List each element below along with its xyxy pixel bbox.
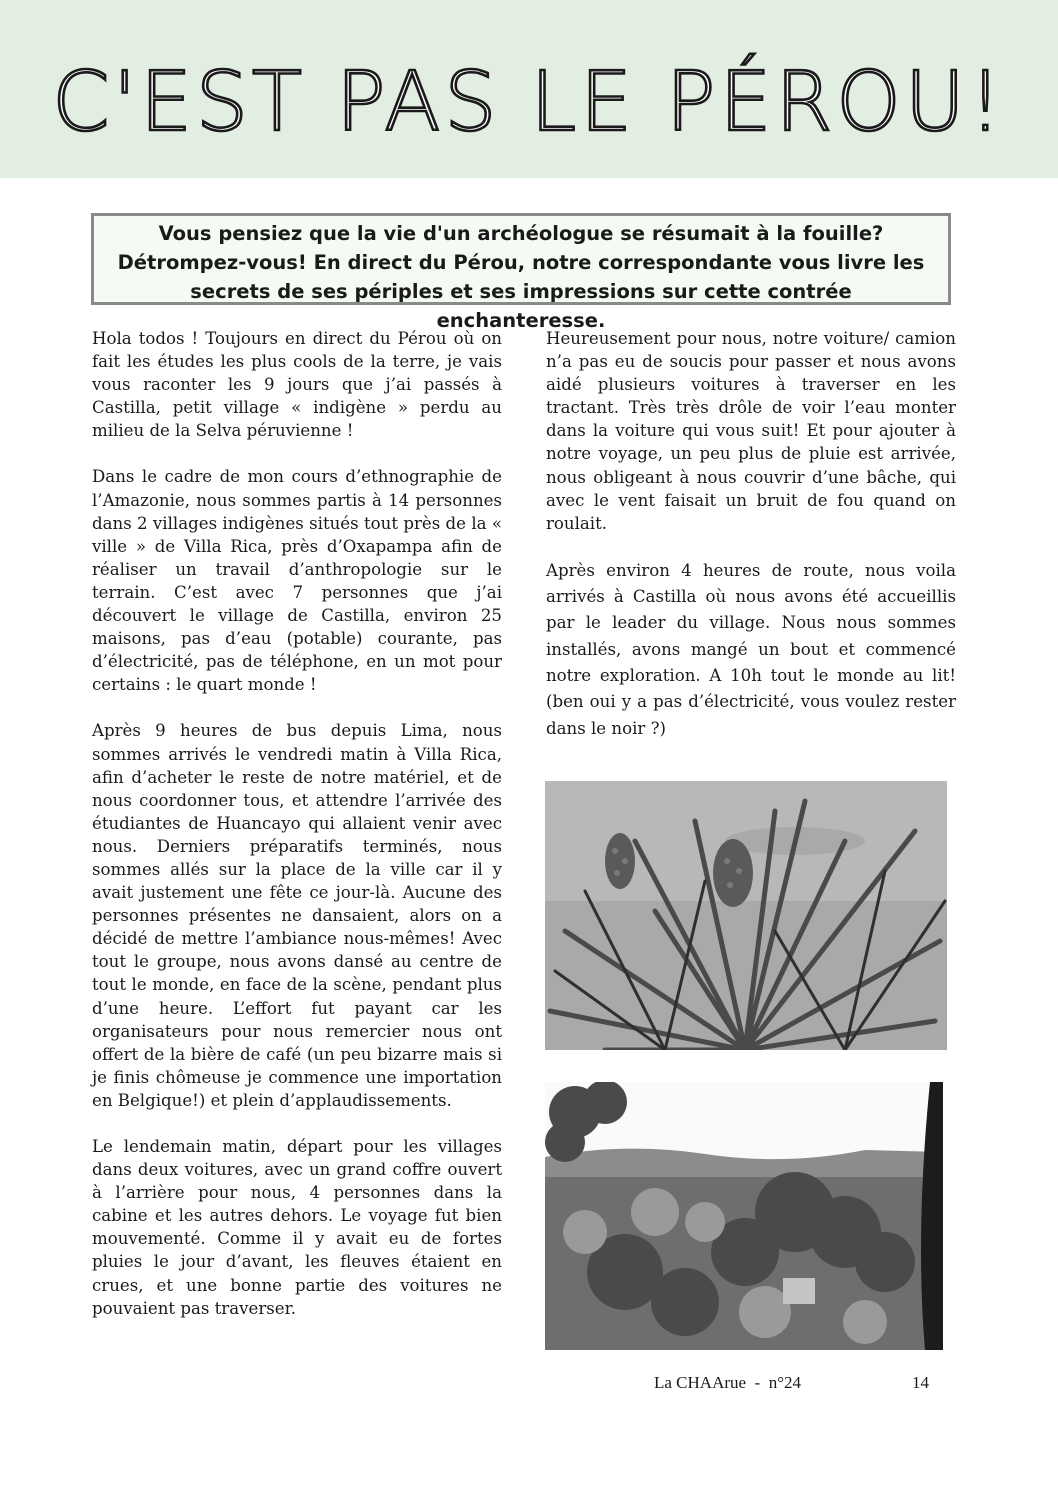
page-number: 14: [912, 1373, 929, 1392]
paragraph: Après 9 heures de bus depuis Lima, nous sommes arrivés le vendredi matin à Villa Rica, afin d’acheter le reste de notre matériel, et de nous coordonner tous, et attendre l’arrivée des étudiantes de Huancayo qui allaient venir avec nous. Derniers préparatifs terminés, nous sommes allés sur la place de la ville car il y avait justement une fête ce jour-là. Aucune des personnes présentes ne dansaient, alors on a décidé de mettre l’ambiance nous-mêmes! Avec tout le groupe, nous avons dansé au centre de tout le monde, en face de la scène, pendant plus d’une heure. L’effort fut payant car les organisateurs pour nous remercier nous ont offert de la bière de café (un peu bizarre mais si je finis chômeuse je commence une importation en Belgique!) et plein d’applaudissements.: [92, 721, 502, 1110]
paragraph: Dans le cadre de mon cours d’ethnographie de l’Amazonie, nous sommes partis à 14 personnes dans 2 villages indigènes situés tout près de la « ville » de Villa Rica, près d’Oxapampa afin de réaliser un travail d’anthropologie sur le terrain. C’est avec 7 personnes que j’ai découvert le village de Castilla, environ 25 maisons, pas d’eau (potable) courante, pas d’électricité, pas de téléphone, en un mot pour certains : le quart monde !: [92, 467, 502, 695]
article-column-left: [92, 327, 502, 1343]
intro-box: Vous pensiez que la vie d'un archéologue se résumait à la fouille? Détrompez-vous! En direct du Pérou, notre correspondante vous livre les secrets de ses périples et ses impressions sur cette contrée enchanteresse.: [91, 213, 951, 305]
footer-magazine-title: La CHAArue - n°24: [654, 1373, 802, 1392]
pineapple-photo: [545, 781, 947, 1050]
forest-landscape-photo: [545, 1082, 943, 1350]
paragraph: Hola todos ! Toujours en direct du Pérou où on fait les études les plus cools de la terre, je vais vous raconter les 9 jours que j’ai passés à Castilla, petit village « indigène » perdu au milieu de la Selva péruvienne !: [92, 329, 502, 441]
paragraph: Après environ 4 heures de route, nous voila arrivés à Castilla où nous avons été accueillis par le leader du village. Nous nous sommes installés, avons mangé un bout et commencé notre exploration. A 10h tout le monde au lit! (ben oui y a pas d’électricité, vous voulez rester dans le noir ?): [546, 560, 956, 738]
paragraph: Le lendemain matin, départ pour les villages dans deux voitures, avec un grand coffre ouvert à l’arrière pour nous, 4 personnes dans la cabine et les autres dehors. Le voyage fut bien mouvementé. Comme il y avait eu de fortes pluies le jour d’avant, les fleuves étaient en crues, et une bonne partie des voitures ne pouvaient pas traverser.: [92, 1137, 502, 1318]
page-title: C'EST PAS LE PÉROU!: [52, 55, 1006, 150]
paragraph: Heureusement pour nous, notre voiture/ camion n’a pas eu de soucis pour passer et nous avons aidé plusieurs voitures à traverser en les tractant. Très très drôle de voir l’eau monter dans la voiture qui vous suit! Et pour ajouter à notre voyage, un peu plus de pluie est arrivée, nous obligeant à nous couvrir d’une bâche, qui avec le vent faisait un bruit de fou quand on roulait.: [546, 329, 956, 533]
article-column-right: [546, 327, 956, 765]
